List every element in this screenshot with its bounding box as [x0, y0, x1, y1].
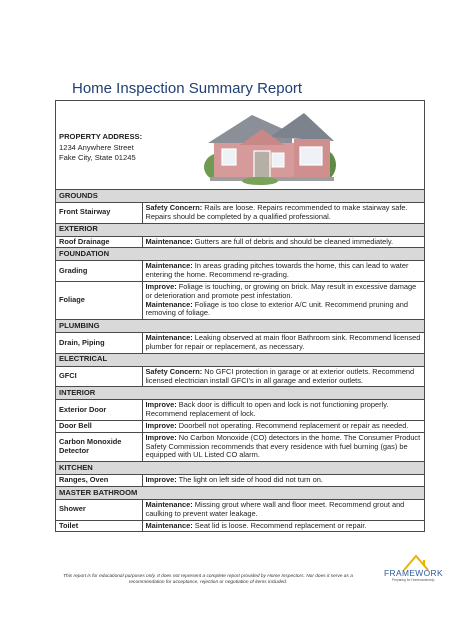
item-finding: Improve: Foliage is touching, or growing on brick. May result in excessive damage or deterioration and promote pest infestation. Maintenance: Foliage is too close to exterior A/C unit. Recommend pruning and removing of foliage.	[142, 281, 424, 319]
table-row	[56, 281, 424, 319]
item-name: Shower	[56, 499, 142, 520]
section-header-exterior: EXTERIOR	[56, 223, 424, 236]
table-row	[56, 520, 424, 531]
report-sheet	[55, 100, 425, 532]
item-name: Ranges, Oven	[56, 475, 142, 487]
item-finding: Safety Concern: No GFCI protection in garage or at exterior outlets. Recommend licensed electrician install GFCI's in all garage and exterior outlets.	[142, 366, 424, 387]
table-row	[56, 400, 424, 421]
framework-logo-tagline: Preparing for Homeownership	[392, 578, 435, 582]
disclaimer-footer	[38, 574, 378, 587]
item-name: Carbon Monoxide Detector	[56, 432, 142, 461]
property-block	[56, 101, 424, 190]
item-finding: Safety Concern: Rails are loose. Repairs recommended to make stairway safe. Repairs should be completed by a qualified professional.	[142, 203, 424, 224]
table-row	[56, 366, 424, 387]
item-name: Toilet	[56, 520, 142, 531]
table-row	[56, 236, 424, 248]
item-finding: Maintenance: In areas grading pitches towards the home, this can lead to water entering the home. Recommend re-grading.	[142, 261, 424, 282]
item-name: Grading	[56, 261, 142, 282]
table-row	[56, 475, 424, 487]
disclaimer-line1: This report is for educational purposes only. It does not represent a complete report provided by Home Inspectors. Nor does it serve as a	[63, 574, 353, 579]
section-header-grounds: GROUNDS	[56, 190, 424, 203]
house-illustration	[200, 105, 338, 187]
item-finding: Improve: No Carbon Monoxide (CO) detectors in the home. The Consumer Product Safety Commission recommends that every residence with fuel burning (gas) be equipped with UL Listed CO alarm.	[142, 432, 424, 461]
item-finding: Improve: The light on left side of hood did not turn on.	[142, 475, 424, 487]
property-address	[59, 132, 142, 164]
section-header-interior: INTERIOR	[56, 387, 424, 400]
item-finding: Maintenance: Leaking observed at main floor Bathroom sink. Recommend licensed plumber for repair or replacement, as necessary.	[142, 333, 424, 354]
property-address-line1: 1234 Anywhere Street	[59, 142, 134, 152]
table-row	[56, 432, 424, 461]
framework-logo-text: FRAMEWORK	[384, 568, 443, 578]
item-finding: Maintenance: Seat lid is loose. Recommend replacement or repair.	[142, 520, 424, 531]
item-name: Exterior Door	[56, 400, 142, 421]
item-name: Foliage	[56, 281, 142, 319]
table-row	[56, 203, 424, 224]
item-finding: Improve: Back door is difficult to open and lock is not functioning properly. Recommend replacement of lock.	[142, 400, 424, 421]
item-name: Front Stairway	[56, 203, 142, 224]
section-header-master-bathroom: MASTER BATHROOM	[56, 486, 424, 499]
item-name: Roof Drainage	[56, 236, 142, 248]
table-row	[56, 333, 424, 354]
table-row	[56, 420, 424, 432]
item-name: Door Bell	[56, 420, 142, 432]
section-header-electrical: ELECTRICAL	[56, 353, 424, 366]
section-header-kitchen: KITCHEN	[56, 462, 424, 475]
item-name: GFCI	[56, 366, 142, 387]
table-row	[56, 499, 424, 520]
property-address-label: PROPERTY ADDRESS:	[59, 132, 143, 141]
item-finding: Improve: Doorbell not operating. Recommend replacement or repair as needed.	[142, 420, 424, 432]
property-address-line2: Fake City, State 01245	[59, 153, 136, 162]
findings-table	[56, 190, 424, 531]
disclaimer-line2: recommendation for acceptance, rejection or negotiation of items included.	[128, 580, 288, 586]
item-finding: Maintenance: Gutters are full of debris and should be cleaned immediately.	[142, 236, 424, 248]
item-finding: Maintenance: Missing grout where wall and floor meet. Recommend grout and caulking to prevent water leakage.	[142, 499, 424, 520]
item-name: Drain, Piping	[56, 333, 142, 354]
section-header-foundation: FOUNDATION	[56, 248, 424, 261]
report-title: Home Inspection Summary Report	[72, 80, 303, 97]
table-row	[56, 261, 424, 282]
section-header-plumbing: PLUMBING	[56, 320, 424, 333]
